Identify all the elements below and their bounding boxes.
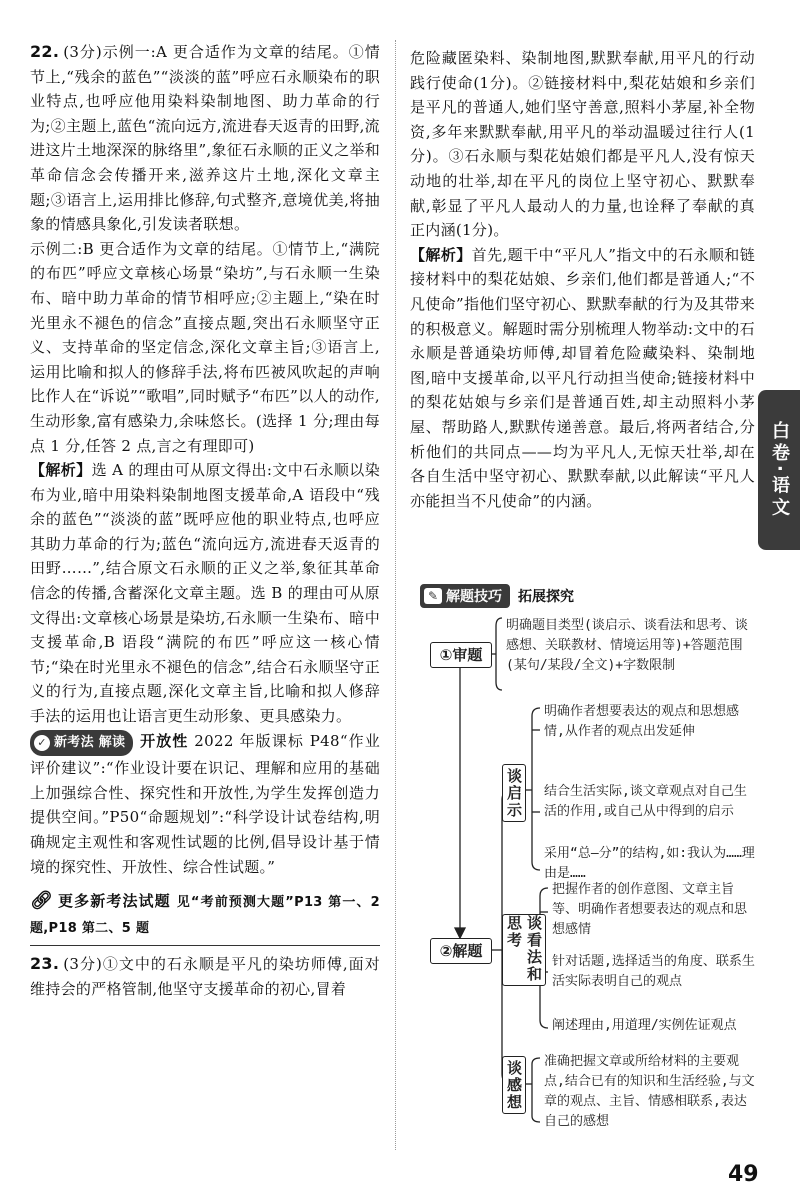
column-divider — [395, 40, 396, 1150]
node-solve-question: ②解题 — [430, 938, 492, 964]
tips-badge — [420, 584, 510, 608]
branch-enlightenment: 谈启示 — [502, 764, 526, 822]
new-exam-badge — [30, 730, 133, 757]
page-number: 49 — [728, 1162, 759, 1187]
branch-views-thoughts: 谈看法和思考 — [502, 914, 546, 986]
tip-tag: 开放性 — [139, 731, 189, 750]
q23-analysis-text: 首先,题干中“平凡人”指文中的石永顺和链接材料中的梨花姑娘、乡亲们,他们都是普通人;“不凡使命”指他们坚守初心、默默奉献的行为及其带来的积极意义。解题时需分别梳理人物举动:文中的石永顺是普通染坊师傅,却冒着危险藏染料、染制地图,暗中支援革命,以平凡行动担当使命;链接材料中的梨花姑娘与乡亲们是普通百姓,却主动照料小茅屋、帮助路人,默默传递善意。最后,将两者结合,分析他们的共同点——均为平凡人,无惊天壮举,却在各自生活中坚守初心、默默奉献,以此解读“平凡人亦能担当不凡使命”的内涵。 — [410, 245, 755, 510]
branch-enlightenment-text-3: 采用“总—分”的结构,如:我认为……理由是…… — [544, 846, 755, 881]
more-tests-reference: 见“考前预测大题”P13 第一、2 题,P18 第二、5 题 — [30, 895, 380, 936]
more-tests-link[interactable] — [30, 889, 380, 946]
branch-enlightenment-text-2: 结合生活实际,谈文章观点对自己生活的作用,或自己从中得到的启示 — [544, 784, 747, 819]
new-exam-badge-label: 新考法 解读 — [54, 734, 126, 750]
more-tests-title: 更多新考法试题 — [57, 892, 171, 911]
left-column — [30, 40, 380, 1002]
seal-icon: ✓ — [34, 735, 50, 751]
q22-example-two: 示例二:B 更合适作为文章的结尾。①情节上,“满院的布匹”呼应文章核心场景“染坊”,与石永顺一生染布、暗中助力革命的情节相呼应;②主题上,“染在时光里永不褪色的信念”直接点题,突出石永顺坚守正义、支持革命的坚定信念,深化文章主旨;③语言上,运用比喻和拟人的修辞手法,将布匹被风吹起的声响比作人在“诉说”“歌唱”,同时赋予“布匹”以人的动作,生动形象,富有感染力,余味悠长。(选择 1 分;理由每点 1 分,任答 2 点,言之有理即可) — [30, 239, 380, 455]
new-exam-tip — [30, 729, 380, 880]
branch-enlightenment-text-1: 明确作者想要表达的观点和思想感情,从作者的观点出发延伸 — [544, 704, 740, 739]
pen-icon: ✎ — [424, 588, 442, 604]
q22-analysis — [30, 458, 380, 729]
q23-analysis — [410, 243, 755, 514]
q23-continuation: 危险藏匿染料、染制地图,默默奉献,用平凡的行动践行使命(1分)。②链接材料中,梨花姑娘和乡亲们是平凡的普通人,她们坚守善意,照料小茅屋,补全物资,多年来默默奉献,用平凡的举动温暖过往行人(1分)。③石永顺与梨花姑娘们都是平凡人,没有惊天动地的壮举,却在平凡的岗位上坚守初心、默默奉献,彰显了平凡人最动人的力量,也诠释了奉献的真正内涵(1分)。 — [410, 49, 755, 240]
question-number-22: 22. — [30, 42, 60, 61]
node-review-question: ①审题 — [430, 642, 492, 668]
link-icon: 🔗︎ — [30, 890, 54, 912]
branch-reflections: 谈感想 — [502, 1056, 526, 1114]
tip-text: 2022 年版课标 P48“作业评价建议”:“作业设计要在识记、理解和应用的基础上加强综合性、探究性和开放性,为学生发挥创造力提供空间。”P50“命题规划”:“科学设计试卷结构,明确规定主观性和客观性试题的比例,倡导设计基于情境的探究性、开放性、综合性试题。” — [30, 731, 381, 876]
q22-example-one: (3分)示例一:A 更合适作为文章的结尾。①情节上,“残余的蓝色”“淡淡的蓝”呼应石永顺染布的职业特点,也呼应他用染料染制地图、助力革命的行为;②主题上,蓝色“流向远方,流进春天返青的田野,流进这片土地深深的脉络里”,象征石永顺的正义之举和革命信念会传播开来,滋养这片土地,深化文章主题;③语言上,运用排比修辞,句式整齐,意境优美,将抽象的情感具象化,引发读者联想。 — [30, 43, 380, 234]
branch-views-text-1: 把握作者的创作意图、文章主旨等、明确作者想要表达的观点和思想感情 — [552, 882, 748, 937]
branch-reflections-text: 准确把握文章或所给材料的主要观点,结合已有的知识和生活经验,与文章的观点、主旨、情感相联系,表达自己的感想 — [544, 1054, 755, 1129]
question-number-23: 23. — [30, 954, 60, 974]
q22-analysis-text: 选 A 的理由可从原文得出:文中石永顺以染布为业,暗中用染料染制地图支援革命,A 语段中“残余的蓝色”“淡淡的蓝”既呼应他的职业特点,也呼应其助力革命的行为;蓝色“流向远方,流进春天返青的田野……”,结合原文石永顺的正义之举,象征其革命信念的传播,含蓄深化文章主题。选 B 的理由可从原文得出:文章核心场景是染坊,石永顺一生染布、暗中支援革命,B 语段“满院的布匹”呼应这一核心情节;“染在时光里永不褪色的信念”,结合石永顺坚守正义的行为,直接点题,深化文章主旨,比喻和拟人修辞手法的运用也让语言更生动形象、更具感染力。 — [30, 461, 380, 726]
q23-text: (3分)①文中的石永顺是平凡的染坊师傅,面对维持会的严格管制,他坚守支援革命的初心,冒着 — [30, 955, 380, 998]
analysis-label: 【解析】 — [30, 461, 92, 480]
q22-answer — [30, 40, 380, 237]
tips-badge-label: 解题技巧 — [446, 589, 502, 605]
branch-views-text-2: 针对话题,选择适当的角度、联系生活实际表明自己的观点 — [552, 954, 755, 989]
subject-side-tab-label: 白卷·语文 — [769, 420, 790, 520]
node-review-question-text: 明确题目类型(谈启示、谈看法和思考、谈感想、关联教材、情境运用等)+答题范围(某句/某段/全文)+字数限制 — [506, 618, 748, 673]
tips-header — [420, 584, 574, 608]
tips-label: 拓展探究 — [518, 589, 574, 605]
subject-side-tab — [758, 390, 800, 550]
analysis-label: 【解析】 — [410, 245, 472, 264]
right-column — [410, 46, 755, 513]
q23-answer — [30, 952, 380, 1001]
branch-views-text-3: 阐述理由,用道理/实例佐证观点 — [552, 1018, 737, 1033]
mind-map — [420, 612, 760, 1172]
